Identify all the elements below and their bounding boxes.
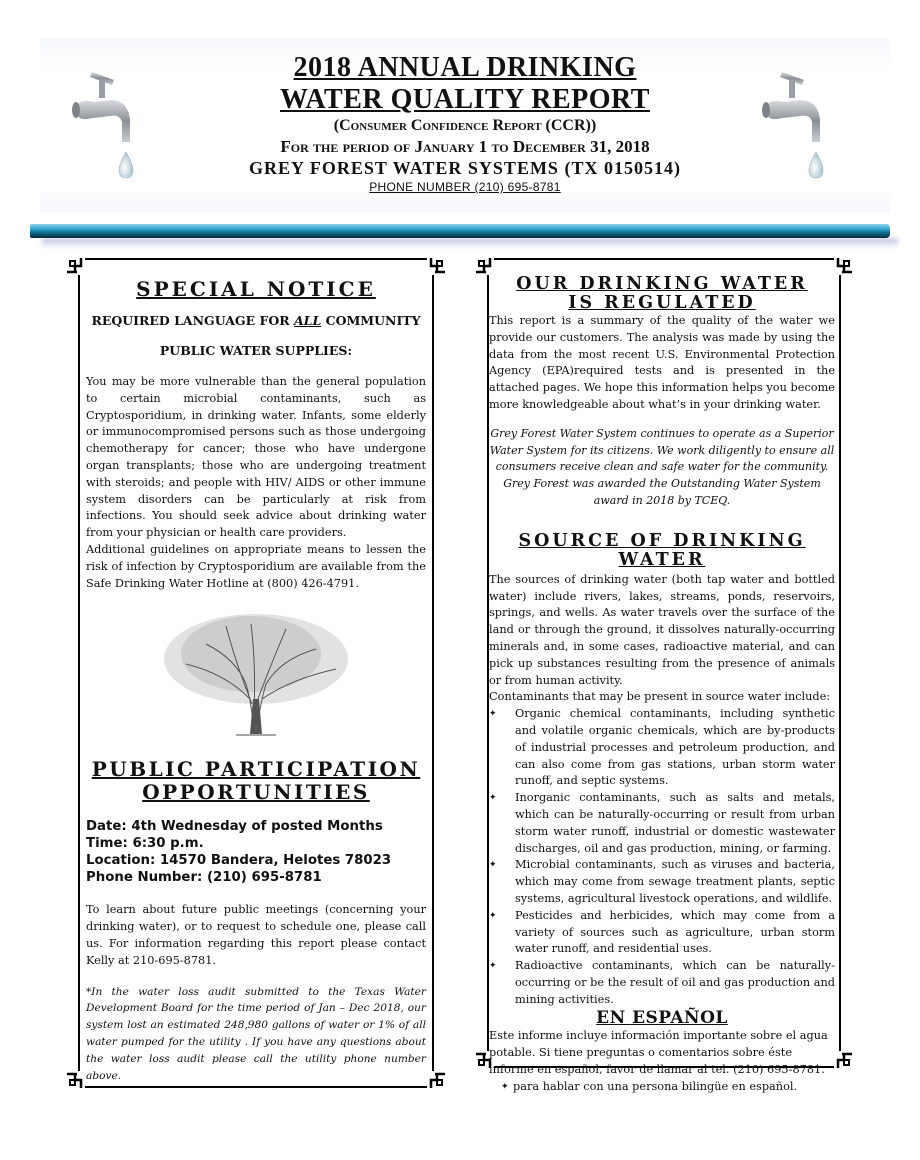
- bullet-star-icon: ✦: [489, 793, 497, 804]
- meeting-location: Location: 14570 Bandera, Helotes 78023: [86, 853, 392, 869]
- list-item: [489, 958, 835, 1008]
- list-item: [489, 857, 835, 907]
- superior-system-statement: Grey Forest Water System continues to operate as a Superior Water System for its citizens. We work diligently to ensure all consumers receive clean and safe water for the community. Grey Forest was awarded the Outstanding Water System award in 2018 by TCEQ.: [489, 426, 835, 507]
- blue-divider-bar: [30, 224, 890, 238]
- meeting-phone: Phone Number: (210) 695-8781: [86, 870, 322, 886]
- cryptosporidium-hotline-paragraph: Additional guidelines on appropriate means to lessen the risk of infection by Cryptosporidium are available from the Safe Drinking Water Hotline at (800) 426-4791.: [86, 542, 426, 590]
- frame-corner-ornament: [834, 257, 852, 275]
- espanol-paragraph: Este informe incluye información importante sobre el agua potable. Si tiene preguntas o comentarios sobre éste informe en español, favor de llamar al tel. (210) 695-8781.: [489, 1029, 828, 1077]
- contaminants-intro: Contaminants that may be present in source water include:: [489, 690, 831, 704]
- water-system-name: GREY FOREST WATER SYSTEMS (TX 0150514): [249, 158, 681, 178]
- public-participation-title: [86, 758, 426, 804]
- bullet-star-icon: ✦: [489, 860, 497, 871]
- list-item: [489, 706, 835, 790]
- contaminants-list: [489, 706, 835, 1008]
- list-item-text: Microbial contaminants, such as viruses and bacteria, which may come from sewage treatment plants, septic systems, agricultural livestock operations, and wildlife.: [515, 858, 835, 905]
- required-language-heading-line-2: PUBLIC WATER SUPPLIES:: [159, 343, 353, 358]
- regulated-title: [489, 275, 835, 313]
- frame-corner-ornament: [67, 257, 85, 275]
- list-item-text: Pesticides and herbicides, which may come from a variety of sources such as agriculture, urban storm water runoff, and residential uses.: [515, 908, 835, 956]
- source-title: [489, 532, 835, 570]
- required-text: REQUIRED LANGUAGE FOR: [91, 313, 294, 328]
- bullet-star-icon: ✦: [489, 961, 497, 972]
- special-notice-title: SPECIAL NOTICE: [136, 277, 376, 301]
- espanol-list: [489, 1079, 835, 1096]
- left-column-frame: [78, 258, 434, 1088]
- source-title-line-2: WATER: [618, 549, 706, 570]
- regulated-title-line-1: OUR DRINKING WATER: [516, 274, 808, 294]
- list-item-text: Organic chemical contaminants, including synthetic and volatile organic chemicals, which are by-products of industrial processes and petroleum production, and can also come from gas stations, urban storm water runoff, and septic systems.: [515, 707, 835, 788]
- source-paragraph: The sources of drinking water (both tap water and bottled water) include rivers, lakes, streams, ponds, reservoirs, springs, and wells. As water travels over the surface of the land or through the ground, it dissolves naturally-occurring minerals and, in some cases, radioactive material, and can pick up substances resulting from the presence of animals or from human activity.: [489, 572, 835, 687]
- required-text: COMMUNITY: [321, 313, 421, 328]
- required-emphasis: ALL: [293, 313, 322, 328]
- report-title-line-1: 2018 ANNUAL DRINKING: [293, 52, 637, 83]
- list-item-text: Radioactive contaminants, which can be naturally-occurring or be the result of oil and gas production and mining activities.: [515, 959, 835, 1006]
- frame-corner-ornament: [834, 1051, 852, 1069]
- meeting-details: [86, 818, 426, 886]
- tree-illustration: [86, 604, 426, 754]
- report-header: [40, 38, 890, 213]
- list-item: [489, 1079, 835, 1096]
- bullet-star-icon: ✦: [489, 910, 497, 921]
- meeting-time: Time: 6:30 p.m.: [86, 836, 204, 852]
- source-title-line-1: SOURCE OF DRINKING: [518, 530, 806, 551]
- water-loss-audit-footnote: *In the water loss audit submitted to the Texas Water Development Board for the time period of Jan – Dec 2018, our system lost an estimated 248,980 gallons of water or 1% of all water pumped for the utility . If you have any questions about the water loss audit please call the utility phone number above.: [86, 985, 426, 1082]
- special-notice-paragraph: You may be more vulnerable than the general population to certain microbial contaminants, such as Cryptosporidium, in drinking water. Infants, some elderly or immunocompromised persons such as those undergoing chemotherapy for cancer; those who have undergone organ transplants; those who are undergoing treatment with steroids; and people with HIV/ AIDS or other immune system disorders can be particularly at risk from infections. You should seek advice about drinking water from your physician or health care providers.: [86, 375, 426, 540]
- list-item-text: para hablar con una persona bilingüe en español.: [513, 1079, 798, 1093]
- frame-corner-ornament: [67, 1071, 85, 1089]
- frame-corner-ornament: [476, 257, 494, 275]
- report-subtitle: (Consumer Confidence Report (CCR)): [333, 117, 597, 134]
- public-participation-title-line-1: PUBLIC PARTICIPATION: [91, 757, 421, 782]
- frame-corner-ornament: [427, 257, 445, 275]
- meeting-date: Date: 4th Wednesday of posted Months: [86, 819, 383, 835]
- divider-shadow: [42, 238, 898, 248]
- bullet-star-icon: ✦: [501, 1081, 509, 1092]
- report-period: For the period of January 1 to December 31, 2018: [280, 137, 650, 156]
- list-item: [489, 790, 835, 857]
- frame-corner-ornament: [427, 1071, 445, 1089]
- header-phone-number: PHONE NUMBER (210) 695-8781: [369, 180, 561, 194]
- right-column-frame: [487, 258, 841, 1093]
- report-title-line-2: WATER QUALITY REPORT: [280, 84, 650, 115]
- bullet-star-icon: ✦: [489, 709, 497, 720]
- public-meetings-paragraph: To learn about future public meetings (concerning your drinking water), or to request to schedule one, please call us. For information regarding this report please contact Kelly at 210-695-8781.: [86, 903, 426, 967]
- public-participation-title-line-2: OPPORTUNITIES: [142, 780, 370, 805]
- regulated-paragraph: This report is a summary of the quality of the water we provide our customers. The analysis was made by using the data from the most recent U.S. Environmental Protection Agency (EPA)required tests and is presented in the attached pages. We hope this information helps you become more knowledgeable about what’s in your drinking water.: [489, 314, 835, 411]
- list-item: [489, 908, 835, 958]
- regulated-title-line-2: IS REGULATED: [568, 293, 756, 313]
- espanol-title: EN ESPAÑOL: [596, 1008, 728, 1029]
- required-language-heading: [86, 306, 426, 336]
- list-item-text: Inorganic contaminants, such as salts and metals, which can be naturally-occurring or result from urban storm water runoff, industrial or domestic wastewater discharges, oil and gas production, mining, or farming.: [515, 791, 835, 855]
